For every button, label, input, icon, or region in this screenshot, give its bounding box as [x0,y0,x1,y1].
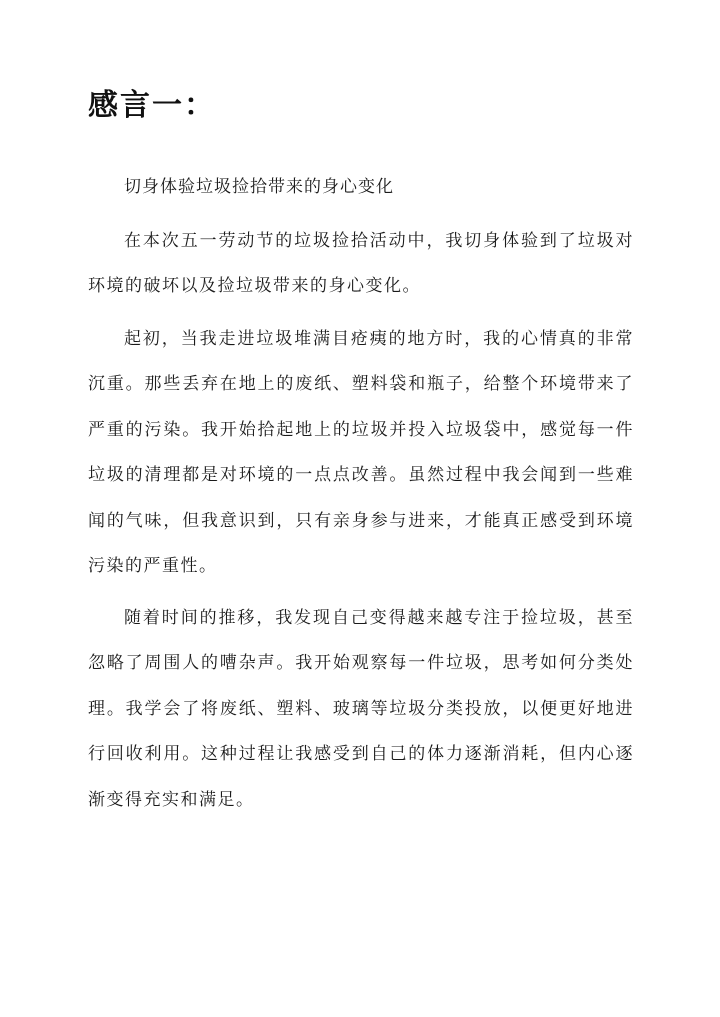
paragraph-1: 在本次五一劳动节的垃圾捡拾活动中，我切身体验到了垃圾对环境的破坏以及捡垃圾带来的身心变化。 [88,231,634,297]
page-title: 感言一： [88,88,216,123]
subtitle: 切身体验垃圾捡拾带来的身心变化 [124,177,394,197]
paragraph-3: 随着时间的推移，我发现自己变得越来越专注于捡垃圾，甚至忽略了周围人的嘈杂声。我开始观察每一件垃圾，思考如何分类处理。我学会了将废纸、塑料、玻璃等垃圾分类投放，以便更好地进行回收利用。这种过程让我感受到自己的体力逐渐消耗，但内心逐渐变得充实和满足。 [88,608,634,810]
paragraph-2: 起初，当我走进垃圾堆满目疮痍的地方时，我的心情真的非常沉重。那些丢弃在地上的废纸、塑料袋和瓶子，给整个环境带来了严重的污染。我开始拾起地上的垃圾并投入垃圾袋中，感觉每一件垃圾的清理都是对环境的一点点改善。虽然过程中我会闻到一些难闻的气味，但我意识到，只有亲身参与进来，才能真正感受到环境污染的严重性。 [88,329,634,577]
